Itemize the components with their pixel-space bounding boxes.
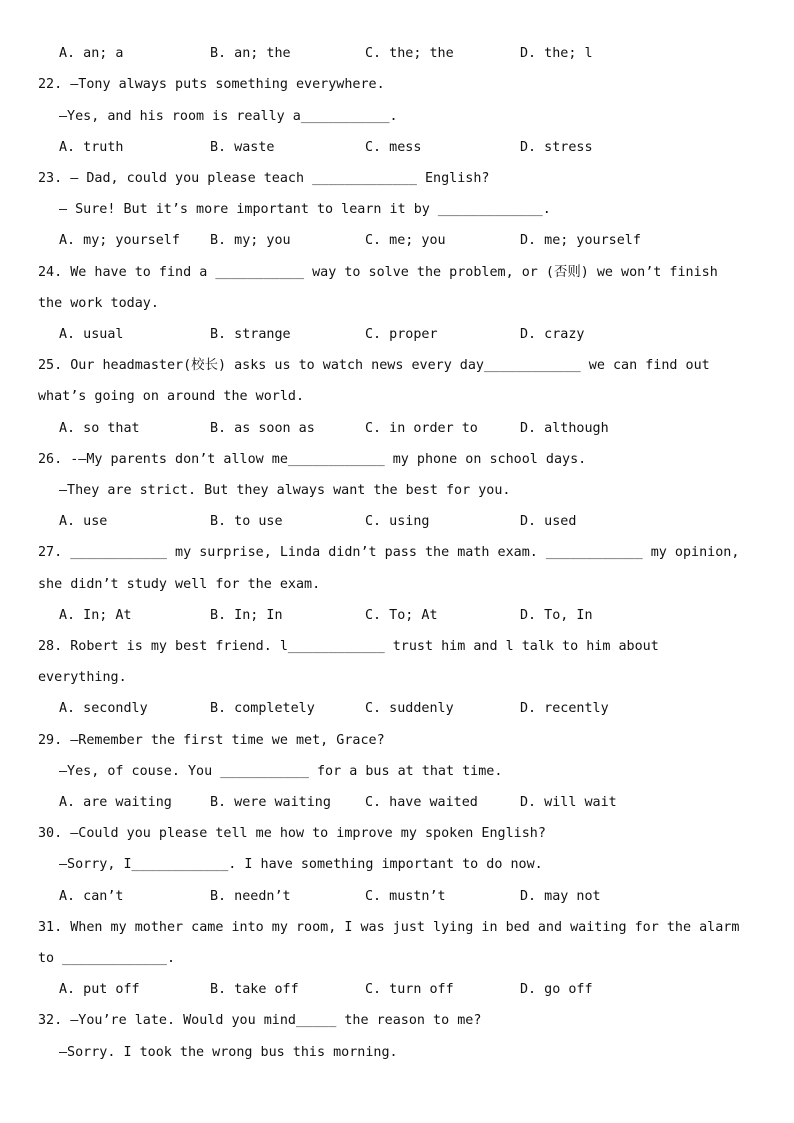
q30-option-c[interactable]: C. mustn’t	[365, 889, 446, 904]
q22-reply: —Yes, and his room is really a___________.	[59, 109, 398, 124]
q25-stem-line2: what’s going on around the world.	[38, 389, 305, 404]
q31-option-b[interactable]: B. take off	[210, 982, 299, 997]
q30-stem: 30. —Could you please tell me how to improve my spoken English?	[38, 826, 546, 841]
q28-option-b[interactable]: B. completely	[210, 701, 315, 716]
q21-option-c[interactable]: C. the; the	[365, 46, 454, 61]
q27-stem-line2: she didn’t study well for the exam.	[38, 577, 321, 592]
q29-reply: —Yes, of couse. You ___________ for a bus at that time.	[59, 764, 503, 779]
q21-options	[59, 38, 759, 69]
q30-option-b[interactable]: B. needn’t	[210, 889, 291, 904]
q31-option-a[interactable]: A. put off	[59, 982, 140, 997]
q26-option-c[interactable]: C. using	[365, 514, 430, 529]
q23-stem: 23. — Dad, could you please teach _____________ English?	[38, 171, 490, 186]
q31-options	[59, 974, 759, 1005]
q29-options	[59, 787, 759, 818]
q27-stem-line1: 27. ____________ my surprise, Linda didn’t pass the math exam. ____________ my opinion,	[38, 545, 740, 560]
q25-option-d[interactable]: D. although	[520, 421, 609, 436]
q27-option-b[interactable]: B. In; In	[210, 608, 283, 623]
q23-option-c[interactable]: C. me; you	[365, 233, 446, 248]
q26-option-b[interactable]: B. to use	[210, 514, 283, 529]
q23-option-d[interactable]: D. me; yourself	[520, 233, 641, 248]
q23-reply: — Sure! But it’s more important to learn it by _____________.	[59, 202, 551, 217]
q30-options	[59, 881, 759, 912]
q27-option-c[interactable]: C. To; At	[365, 608, 438, 623]
q26-option-d[interactable]: D. used	[520, 514, 577, 529]
q28-options	[59, 693, 759, 724]
q29-option-b[interactable]: B. were waiting	[210, 795, 331, 810]
q28-option-c[interactable]: C. suddenly	[365, 701, 454, 716]
q30-option-a[interactable]: A. can’t	[59, 889, 124, 904]
q31-option-d[interactable]: D. go off	[520, 982, 593, 997]
q24-option-a[interactable]: A. usual	[59, 327, 124, 342]
q21-option-b[interactable]: B. an; the	[210, 46, 291, 61]
q24-stem-line2: the work today.	[38, 296, 159, 311]
q24-option-c[interactable]: C. proper	[365, 327, 438, 342]
q29-stem: 29. —Remember the first time we met, Grace?	[38, 733, 385, 748]
q24-option-d[interactable]: D. crazy	[520, 327, 585, 342]
q31-option-c[interactable]: C. turn off	[365, 982, 454, 997]
q26-option-a[interactable]: A. use	[59, 514, 108, 529]
q24-options	[59, 319, 759, 350]
q22-option-d[interactable]: D. stress	[520, 140, 593, 155]
q21-option-a[interactable]: A. an; a	[59, 46, 124, 61]
q31-stem-line2: to _____________.	[38, 951, 176, 966]
q31-stem-line1: 31. When my mother came into my room, I was just lying in bed and waiting for the alarm	[38, 920, 740, 935]
q25-stem-line1: 25. Our headmaster(校长) asks us to watch news every day____________ we can find out	[38, 358, 710, 373]
q25-options	[59, 413, 759, 444]
q25-option-a[interactable]: A. so that	[59, 421, 140, 436]
q26-stem: 26. -—My parents don’t allow me____________ my phone on school days.	[38, 452, 587, 467]
q25-option-b[interactable]: B. as soon as	[210, 421, 315, 436]
q28-option-d[interactable]: D. recently	[520, 701, 609, 716]
q32-stem: 32. —You’re late. Would you mind_____ the reason to me?	[38, 1013, 482, 1028]
q24-option-b[interactable]: B. strange	[210, 327, 291, 342]
q30-option-d[interactable]: D. may not	[520, 889, 601, 904]
q24-stem-line1: 24. We have to find a ___________ way to solve the problem, or (否则) we won’t finish	[38, 265, 718, 280]
q22-option-c[interactable]: C. mess	[365, 140, 422, 155]
q22-option-a[interactable]: A. truth	[59, 140, 124, 155]
q22-option-b[interactable]: B. waste	[210, 140, 275, 155]
q22-stem: 22. —Tony always puts something everywhere.	[38, 77, 385, 92]
q29-option-d[interactable]: D. will wait	[520, 795, 617, 810]
q30-reply: —Sorry, I____________. I have something important to do now.	[59, 857, 543, 872]
q26-reply: —They are strict. But they always want the best for you.	[59, 483, 511, 498]
q28-stem-line1: 28. Robert is my best friend. l____________ trust him and l talk to him about	[38, 639, 659, 654]
q23-option-b[interactable]: B. my; you	[210, 233, 291, 248]
q28-option-a[interactable]: A. secondly	[59, 701, 148, 716]
q27-option-a[interactable]: A. In; At	[59, 608, 132, 623]
q25-option-c[interactable]: C. in order to	[365, 421, 478, 436]
q23-option-a[interactable]: A. my; yourself	[59, 233, 180, 248]
q26-options	[59, 506, 759, 537]
q29-option-c[interactable]: C. have waited	[365, 795, 478, 810]
q21-option-d[interactable]: D. the; l	[520, 46, 593, 61]
q32-reply: —Sorry. I took the wrong bus this morning.	[59, 1045, 398, 1060]
q22-options	[59, 132, 759, 163]
q29-option-a[interactable]: A. are waiting	[59, 795, 172, 810]
q27-options	[59, 600, 759, 631]
q23-options	[59, 225, 759, 256]
q28-stem-line2: everything.	[38, 670, 127, 685]
q27-option-d[interactable]: D. To, In	[520, 608, 593, 623]
